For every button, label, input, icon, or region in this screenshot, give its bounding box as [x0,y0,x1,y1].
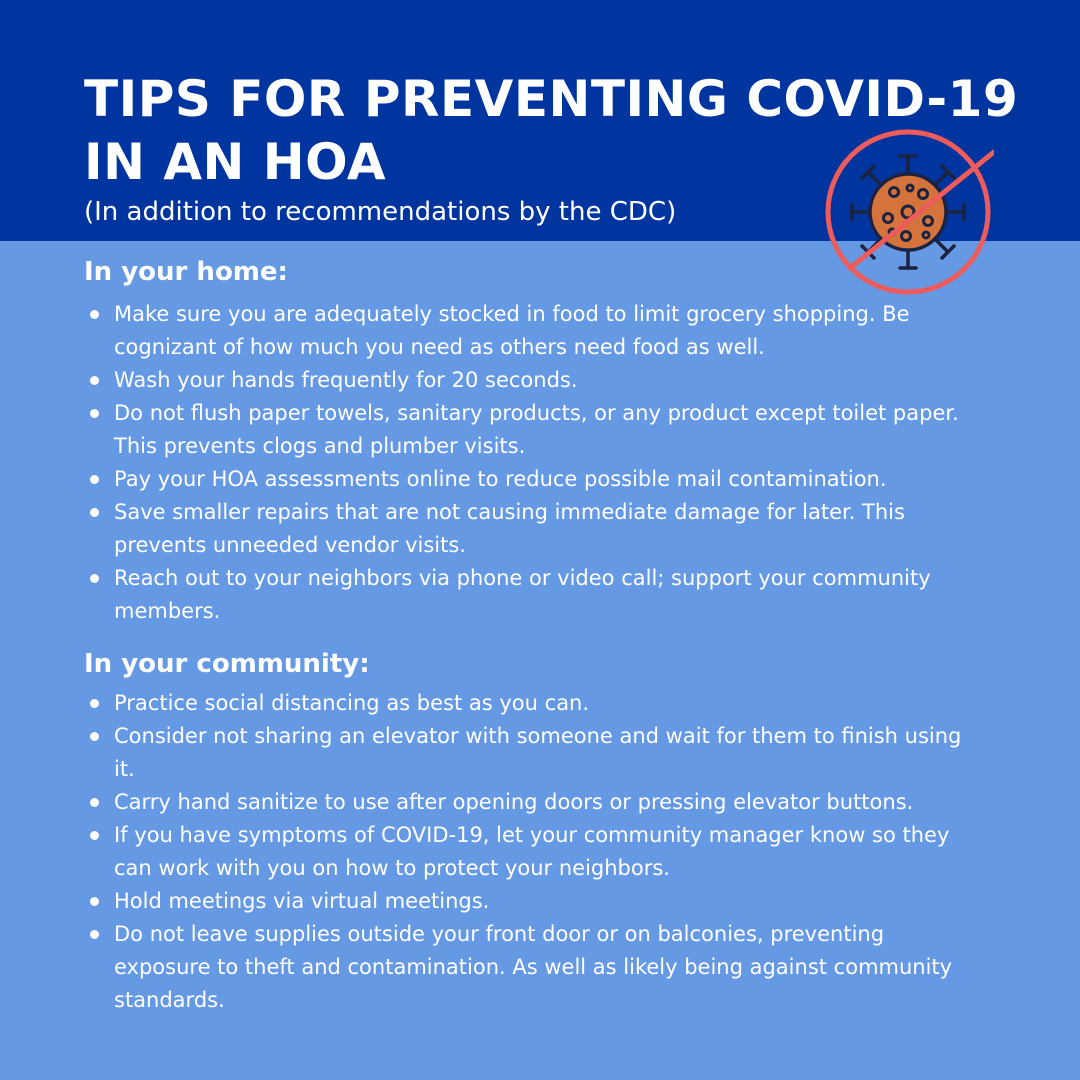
list-item: Consider not sharing an elevator with someone and wait for them to finish using it. [84,720,984,786]
list-item: Pay your HOA assessments online to reduce possible mail contamination. [84,463,984,496]
community-tips-list [84,687,984,1017]
page-subtitle: (In addition to recommendations by the CDC) [84,197,677,227]
section-heading-community: In your community: [84,649,370,679]
list-item: If you have symptoms of COVID-19, let your community manager know so they can work with you on how to protect your neighbors. [84,819,984,885]
list-item: Reach out to your neighbors via phone or video call; support your community members. [84,562,984,628]
home-tips-list [84,298,984,628]
list-item: Do not flush paper towels, sanitary products, or any product except toilet paper. This prevents clogs and plumber visits. [84,397,984,463]
list-item: Save smaller repairs that are not causing immediate damage for later. This prevents unneeded vendor visits. [84,496,984,562]
list-item: Carry hand sanitize to use after opening doors or pressing elevator buttons. [84,786,984,819]
list-item: Hold meetings via virtual meetings. [84,885,984,918]
list-item: Practice social distancing as best as you can. [84,687,984,720]
page-title: TIPS FOR PREVENTING COVID-19 IN AN HOA [84,70,1019,191]
list-item: Do not leave supplies outside your front door or on balconies, preventing exposure to theft and contamination. As well as likely being against community standards. [84,918,984,1017]
list-item: Make sure you are adequately stocked in food to limit grocery shopping. Be cognizant of how much you need as others need food as well. [84,298,984,364]
no-virus-icon [822,126,994,298]
list-item: Wash your hands frequently for 20 seconds. [84,364,984,397]
section-heading-home: In your home: [84,257,288,287]
